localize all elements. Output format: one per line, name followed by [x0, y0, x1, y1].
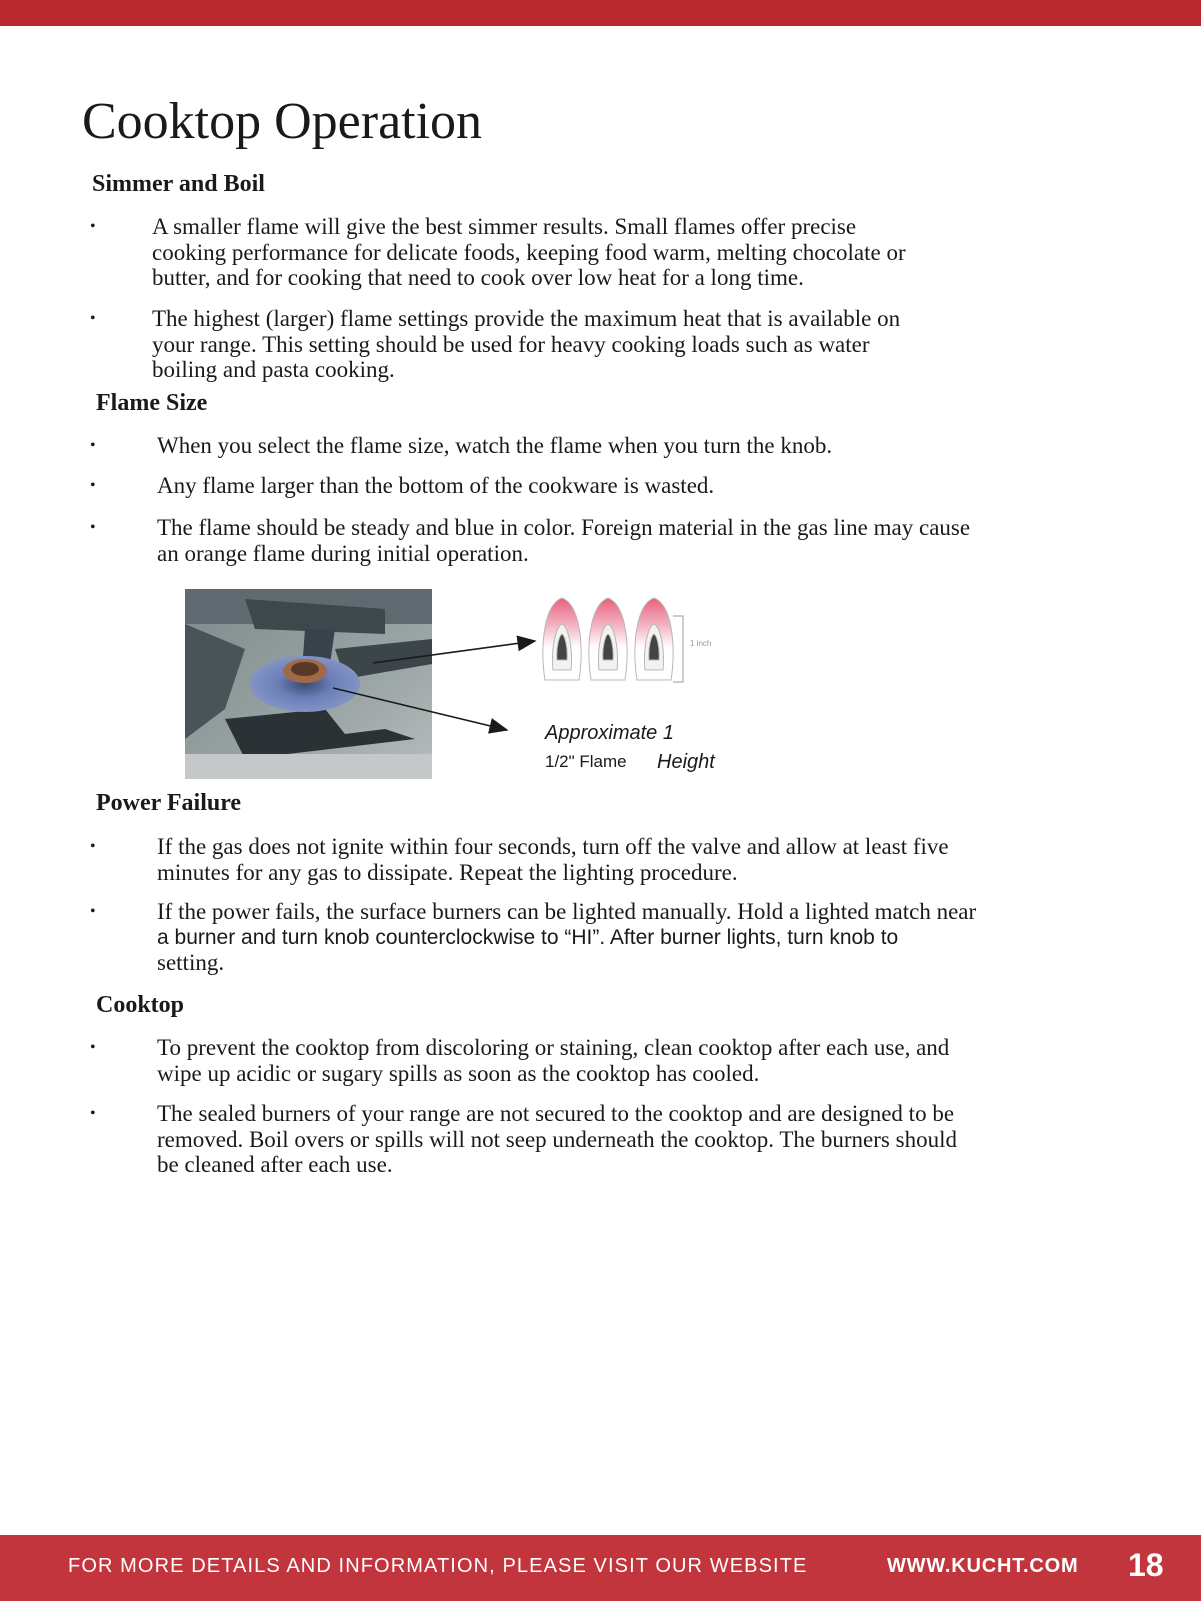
page-title: Cooktop Operation	[82, 93, 483, 150]
bullet-icon: •	[90, 477, 96, 494]
flame-height-diagram	[535, 590, 735, 690]
figure-caption-line-2: 1/2" Flame	[545, 752, 627, 771]
top-accent-bar	[0, 0, 1201, 26]
section-heading-flame-size: Flame Size	[96, 390, 208, 416]
bullet-icon: •	[90, 519, 96, 536]
bullet-icon: •	[90, 838, 96, 855]
footer-text: FOR MORE DETAILS AND INFORMATION, PLEASE VISIT OUR WEBSITE	[68, 1555, 808, 1577]
section-heading-power-failure: Power Failure	[96, 790, 242, 816]
figure-caption-height: Height	[657, 751, 715, 773]
website-link[interactable]: WWW.KUCHT.COM	[887, 1555, 1079, 1577]
footer-bar	[0, 1535, 1201, 1601]
bullet-icon: •	[90, 1105, 96, 1122]
bullet-icon: •	[90, 310, 96, 327]
section-heading-simmer: Simmer and Boil	[92, 171, 265, 197]
bullet-icon: •	[90, 903, 96, 920]
section-heading-cooktop: Cooktop	[96, 992, 185, 1018]
burner-photo	[185, 589, 432, 779]
figure-caption-line-1: Approximate 1	[545, 722, 674, 744]
bullet-icon: •	[90, 1039, 96, 1056]
bullet-icon: •	[90, 218, 96, 235]
page-number: 18	[1128, 1547, 1164, 1583]
bullet-icon: •	[90, 437, 96, 454]
flame-size-label: 1 inch	[690, 639, 712, 648]
